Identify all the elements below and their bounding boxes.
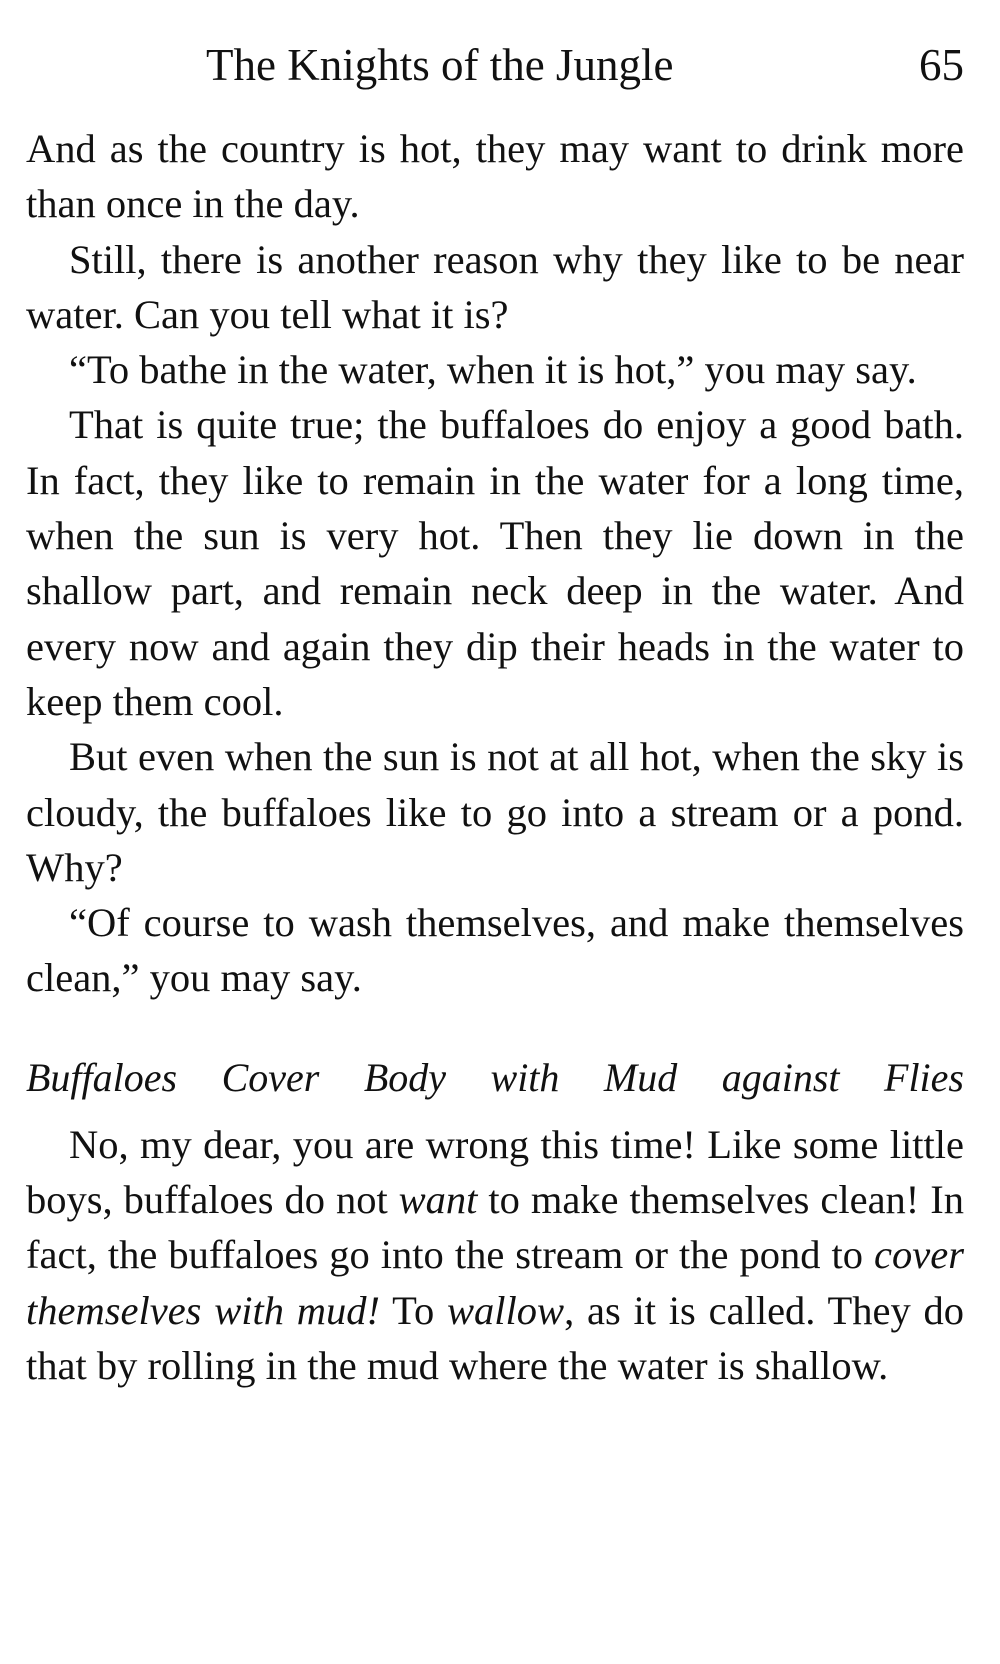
book-page [26, 0, 964, 1664]
paragraph-text: , as it is called. They do that by rolling in the mud where the water is shallow. [26, 1287, 964, 1388]
emphasis-want: want [398, 1177, 478, 1223]
paragraph: “Of course to wash themselves, and make themselves clean,” you may say. [26, 900, 964, 1001]
paragraph: “To bathe in the water, when it is hot,” you may say. [69, 347, 917, 393]
page-number: 65 [919, 40, 964, 90]
paragraph: That is quite true; the buffaloes do enjoy a good bath. In fact, they like to remain in the water for a long time, when the sun is very hot. Then they lie down in the shallow part, and remain neck deep in the water. And every now and again they dip their heads in the water to keep them cool. [26, 402, 964, 724]
emphasis-cover-with-mud: cover themselves with mud! [26, 1232, 964, 1333]
paragraph-text: No, my dear, you are wrong this time! Like some little boys, buffaloes do not [26, 1121, 964, 1223]
body-text [26, 121, 964, 1393]
emphasis-wallow: wallow [447, 1287, 565, 1333]
paragraph: And as the country is hot, they may want to drink more than once in the day. [26, 126, 964, 227]
paragraph-final [26, 1117, 964, 1393]
section-heading: Buffaloes Cover Body with Mud against Flies [26, 1054, 964, 1100]
paragraph: Still, there is another reason why they like to be near water. Can you tell what it is? [26, 236, 964, 337]
paragraph-text: to make themselves clean! In fact, the buffaloes go into the stream or the pond to [26, 1177, 964, 1278]
running-head [26, 30, 964, 100]
running-head-title: The Knights of the Jungle [206, 40, 674, 90]
paragraph-text: To [380, 1287, 448, 1333]
paragraph: But even when the sun is not at all hot, when the sky is cloudy, the buffaloes like to go into a stream or a pond. Why? [26, 734, 964, 890]
